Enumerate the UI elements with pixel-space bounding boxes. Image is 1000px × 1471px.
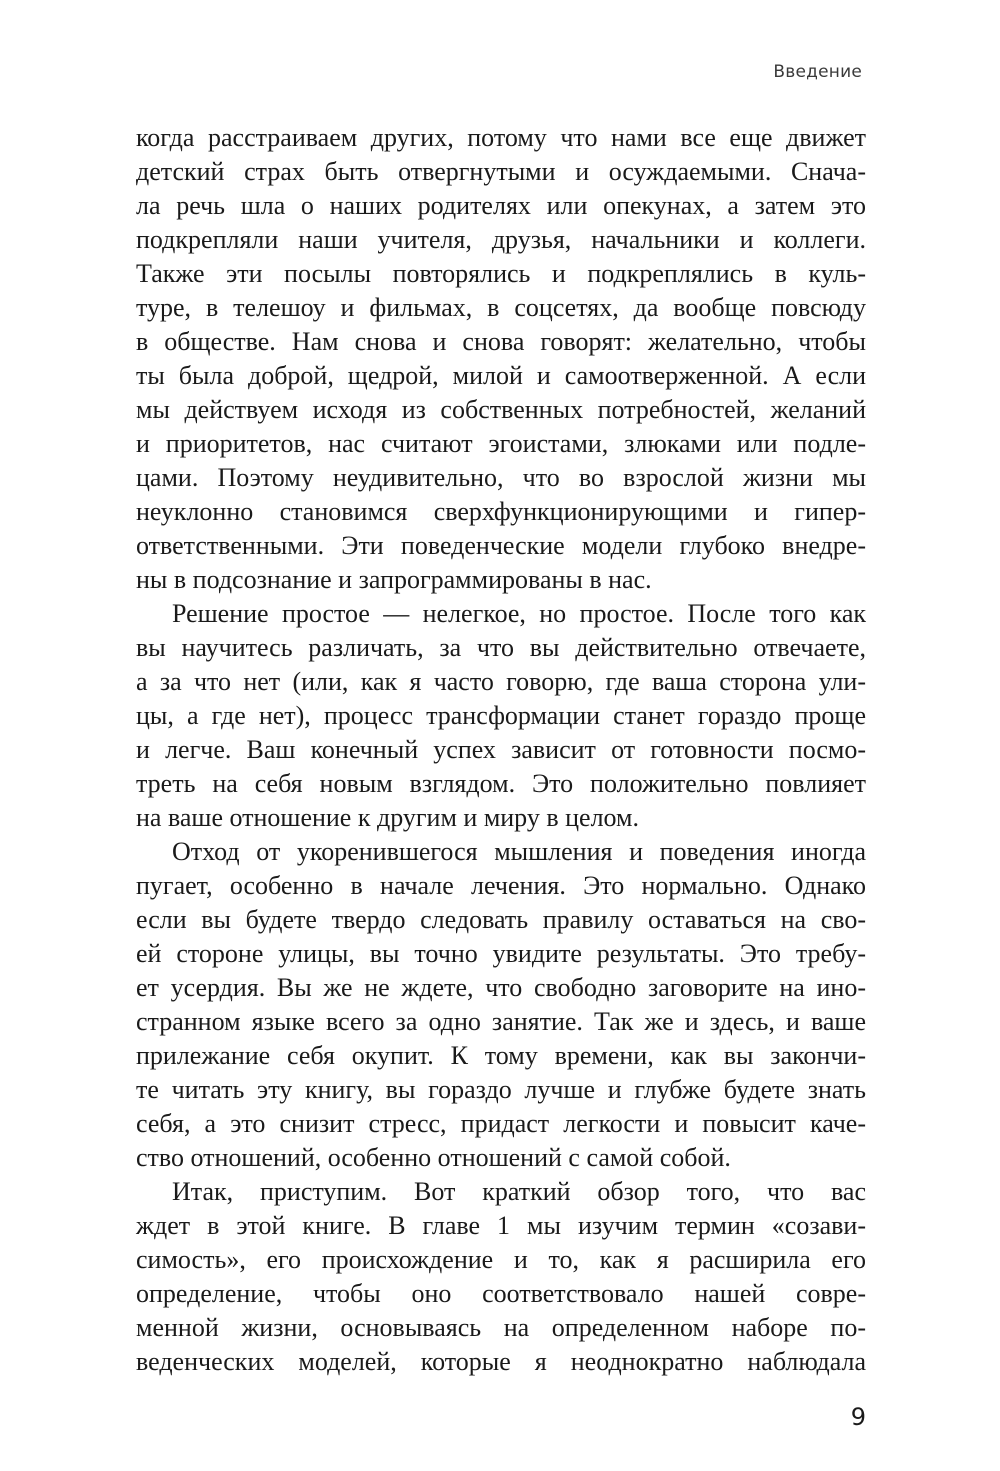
running-head: Введение <box>773 62 862 82</box>
text-line: треть на себя новым взглядом. Это положительно повлияет <box>136 769 866 798</box>
text-line: и легче. Ваш конечный успех зависит от готовности посмо- <box>136 735 866 764</box>
text-line: вы научитесь различать, за что вы действительно отвечаете, <box>136 633 866 662</box>
text-line: ждет в этой книге. В главе 1 мы изучим термин «созави- <box>136 1211 866 1240</box>
text-line: симость», его происхождение и то, как я расширила его <box>136 1245 866 1274</box>
text-line: ство отношений, особенно отношений с самой собой. <box>136 1143 731 1172</box>
text-line: ет усердия. Вы же не ждете, что свободно заговорите на ино- <box>136 973 866 1002</box>
text-line: если вы будете твердо следовать правилу оставаться на сво- <box>136 905 866 934</box>
text-line: странном языке всего за одно занятие. Так же и здесь, и ваше <box>136 1007 866 1036</box>
text-line: и приоритетов, нас считают эгоистами, злюками или подле- <box>136 429 866 458</box>
text-line: Также эти посылы повторялись и подкреплялись в куль- <box>136 259 866 288</box>
text-line: на ваше отношение к другим и миру в целом. <box>136 803 640 832</box>
body-text <box>136 121 866 1379</box>
text-line: пугает, особенно в начале лечения. Это нормально. Однако <box>136 871 866 900</box>
text-line: мы действуем исходя из собственных потребностей, желаний <box>136 395 866 424</box>
text-line: цы, а где нет), процесс трансформации станет гораздо проще <box>136 701 866 730</box>
text-line: подкрепляли наши учителя, друзья, начальники и коллеги. <box>136 225 866 254</box>
text-line: те читать эту книгу, вы гораздо лучше и глубже будете знать <box>136 1075 866 1104</box>
text-line: Итак, приступим. Вот краткий обзор того, что вас <box>172 1177 866 1206</box>
text-line: когда расстраиваем других, потому что нами все еще движет <box>136 123 866 152</box>
page-number: 9 <box>850 1403 866 1431</box>
text-line: детский страх быть отвергнутыми и осуждаемыми. Снача- <box>136 157 866 186</box>
text-line: ны в подсознание и запрограммированы в нас. <box>136 565 652 594</box>
text-line: веденческих моделей, которые я неоднократно наблюдала <box>136 1347 866 1376</box>
text-line: менной жизни, основываясь на определенном наборе по- <box>136 1313 866 1342</box>
text-line: цами. Поэтому неудивительно, что во взрослой жизни мы <box>136 463 866 492</box>
text-line: ты была доброй, щедрой, милой и самоотверженной. А если <box>136 361 866 390</box>
text-line: прилежание себя окупит. К тому времени, как вы закончи- <box>136 1041 866 1070</box>
text-line: себя, а это снизит стресс, придаст легкости и повысит каче- <box>136 1109 866 1138</box>
text-line: в обществе. Нам снова и снова говорят: желательно, чтобы <box>136 327 866 356</box>
text-line: определение, чтобы оно соответствовало нашей совре- <box>136 1279 866 1308</box>
text-line: ей стороне улицы, вы точно увидите результаты. Это требу- <box>136 939 866 968</box>
text-line: Решение простое — нелегкое, но простое. После того как <box>172 599 866 628</box>
text-line: ла речь шла о наших родителях или опекунах, а затем это <box>136 191 866 220</box>
text-line: а за что нет (или, как я часто говорю, где ваша сторона ули- <box>136 667 866 696</box>
text-line: ответственными. Эти поведенческие модели глубоко внедре- <box>136 531 866 560</box>
text-line: туре, в телешоу и фильмах, в соцсетях, да вообще повсюду <box>136 293 866 322</box>
text-line: Отход от укоренившегося мышления и поведения иногда <box>172 837 866 866</box>
text-line: неуклонно становимся сверхфункционирующими и гипер- <box>136 497 866 526</box>
